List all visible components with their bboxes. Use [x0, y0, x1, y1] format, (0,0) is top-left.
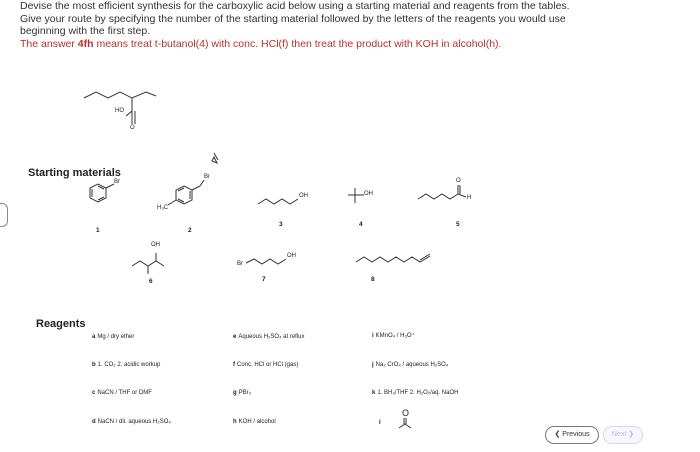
previous-label: Previous: [562, 431, 590, 438]
sm4-number: 4: [359, 221, 363, 228]
question-line-3: beginning with the first step.: [20, 25, 151, 37]
sm5-h-label: H: [467, 195, 472, 201]
sm2-number: 2: [188, 227, 192, 234]
sm1-number: 1: [96, 227, 100, 234]
sm6-number: 6: [149, 278, 153, 285]
reagent-h-key: h: [233, 419, 237, 425]
next-button[interactable]: [603, 426, 643, 444]
reagent-g-key: g: [233, 390, 237, 396]
sm6-oh-label: OH: [151, 242, 160, 248]
reagent-a-text: Mg / dry ether: [97, 334, 135, 340]
sm2-br-label: Br: [204, 174, 210, 180]
reagent-b-key: b: [92, 362, 96, 368]
reagent-d-key: d: [92, 419, 96, 425]
reagent-c-text: NaCN / THF or DMF: [97, 390, 152, 396]
reagent-g-text: PBr₃: [238, 390, 252, 396]
answer-prefix: The answer: [20, 37, 78, 50]
reagent-j-text: Na₂ CrO₄ / aqueous H₂SO₄: [375, 362, 449, 368]
sm5-o-label: O: [456, 178, 461, 184]
sm1-br-label: Br: [114, 179, 120, 185]
next-label: Next: [611, 431, 627, 438]
reagent-e-text: Aqueous H₂SO₄ at reflux: [238, 334, 305, 340]
answer-suffix: means treat t-butanol(4) with conc. HCl(f) then treat the product with KOH in alcohol(h).: [93, 37, 502, 50]
sm5-number: 5: [456, 221, 460, 228]
answer-code: 4fh: [77, 37, 94, 50]
reagent-c-key: c: [92, 390, 96, 396]
reagent-b-text: 1. CO₂ 2. acidic workup: [97, 362, 161, 368]
reagent-d-text: NaCN / dil. aqueous H₂SO₄: [97, 419, 171, 425]
starting-materials-heading: Starting materials: [28, 167, 121, 179]
chevron-right-icon: ❯: [626, 431, 635, 438]
reagent-j-key: j: [372, 362, 374, 368]
reagent-h-text: KOH / alcohol: [238, 419, 276, 425]
sm3-number: 3: [279, 221, 283, 228]
question-line-1: Devise the most efficient synthesis for the carboxylic acid below using a starting material and reagents from the tables.: [20, 0, 570, 12]
sm4-oh-label: OH: [364, 191, 373, 197]
question-line-2: Give your route by specifying the number of the starting material followed by the letters of the reagents you would use: [20, 12, 566, 25]
sm7-number: 7: [262, 276, 266, 283]
reagent-a-key: a: [92, 334, 96, 340]
reagent-l-key: l: [379, 420, 381, 426]
target-ho-label: HO: [115, 108, 124, 114]
sm2-ch3-label: H₃C: [157, 205, 169, 211]
reagent-e-key: e: [233, 334, 237, 340]
sm8-number: 8: [371, 276, 375, 283]
reagent-f-key: f: [233, 362, 235, 368]
chevron-left-icon: ❮: [554, 431, 563, 438]
previous-button[interactable]: [545, 426, 599, 444]
sm7-oh-label: OH: [287, 253, 296, 259]
reagent-i-text: KMnO₄ / H₃O⁺: [375, 333, 415, 339]
reagent-l-o-label: O: [402, 408, 410, 418]
reagent-f-text: Conc. HCl or HCl (gas): [237, 362, 299, 368]
reagent-i-key: i: [372, 333, 374, 339]
side-scroll-handle[interactable]: [0, 203, 8, 227]
target-o-label: O: [130, 125, 135, 131]
sm3-oh-label: OH: [299, 193, 308, 199]
reagent-k-text: 1. BH₃/THF 2. H₂O₂/aq. NaOH: [377, 390, 459, 396]
sm7-br-label: Br: [237, 261, 243, 267]
reagents-heading: Reagents: [36, 318, 86, 330]
reagent-k-key: k: [372, 390, 376, 396]
